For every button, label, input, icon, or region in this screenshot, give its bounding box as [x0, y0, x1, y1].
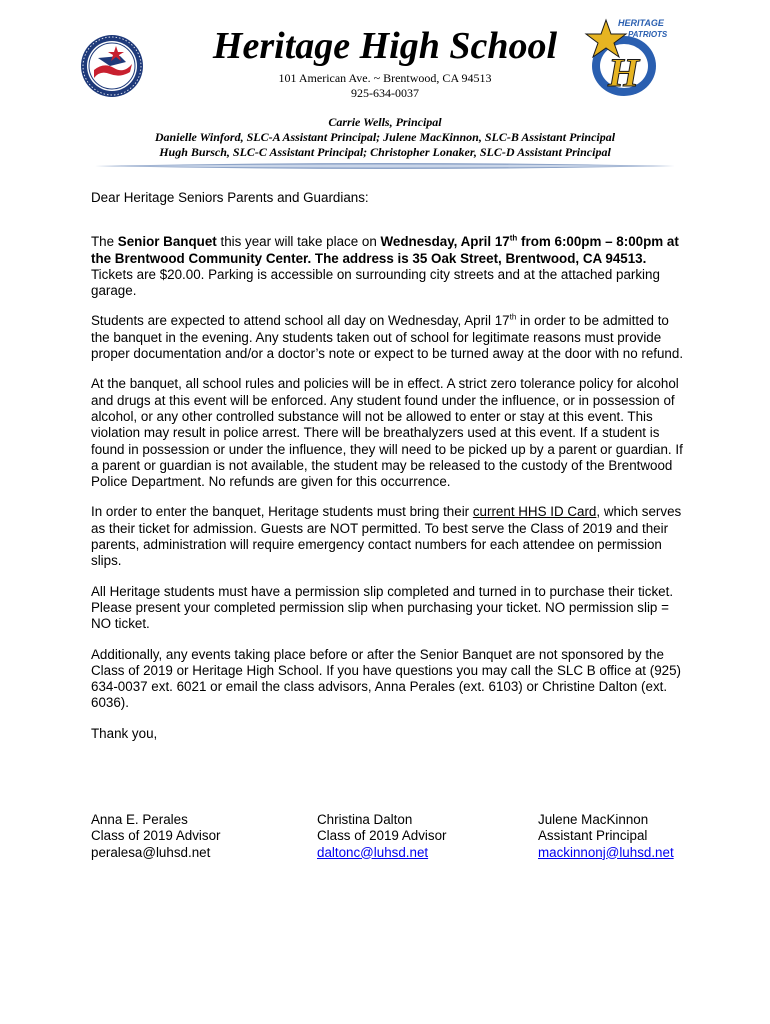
- principal-line: Carrie Wells, Principal: [328, 115, 442, 129]
- staff-line-2: Hugh Bursch, SLC-C Assistant Principal; Christopher Lonaker, SLC-D Assistant Principal: [159, 145, 611, 159]
- signer-title: Class of 2019 Advisor: [91, 828, 221, 844]
- letter-closing: Thank you,: [91, 725, 158, 741]
- signer-email: peralesa@luhsd.net: [91, 844, 211, 860]
- paragraph-admission: In order to enter the banquet, Heritage students must bring their current HHS ID Card, which serves as their ticket for admission. Guests are NOT permitted. To best serve the Class of 2019 and their parents, administration will require emergency contact numbers for each attendee on permission slips.: [91, 504, 682, 569]
- paragraph-permission-slip: All Heritage students must have a permission slip completed and turned in to purchase their ticket. Please present your completed permission slip when purchasing your ticket. NO permission slip = NO ticket.: [91, 583, 674, 632]
- paragraph-banquet-details: The Senior Banquet this year will take place on Wednesday, April 17th from 6:00pm – 8:00pm at the Brentwood Community Center. The address is 35 Oak Street, Brentwood, CA 94513. Tickets are $20.00. Parking is accessible on surrounding city streets and at the attached parking garage.: [91, 233, 679, 299]
- letter-body: [91, 190, 687, 756]
- school-name: Heritage High School: [212, 25, 558, 67]
- signer-name: Anna E. Perales: [91, 812, 188, 827]
- signer-title: Assistant Principal: [538, 828, 648, 844]
- signature-perales: [91, 812, 221, 861]
- letterhead-divider: [95, 160, 675, 172]
- logo-monogram: H: [608, 50, 640, 95]
- signature-mackinnon: [538, 812, 674, 861]
- letter-greeting: Dear Heritage Seniors Parents and Guardians:: [91, 190, 369, 205]
- logo-text-top: HERITAGE: [618, 18, 664, 28]
- logo-text-bottom: PATRIOTS: [628, 30, 668, 39]
- paragraph-attendance: Students are expected to attend school all day on Wednesday, April 17th in order to be admitted to the banquet in the evening. Any students taken out of school for legitimate reasons must provide proper documentation and/or a doctor’s note or expect to be turned away at the door with no refund.: [91, 313, 684, 362]
- signature-dalton: [317, 812, 447, 861]
- paragraph-contact: Additionally, any events taking place before or after the Senior Banquet are not sponsored by the Class of 2019 or Heritage High School. If you have questions you may call the SLC B office at (925) 634-0037 ext. 6021 or email the class advisors, Anna Perales (ext. 6103) or Christine Dalton (ext. 6036).: [91, 646, 682, 711]
- email-link-mackinnon[interactable]: mackinnonj@luhsd.net: [538, 844, 674, 860]
- letterhead: [0, 0, 770, 180]
- paragraph-policy: At the banquet, all school rules and policies will be in effect. A strict zero tolerance policy for alcohol and drugs at this event will be enforced. Any student found under the influence, or in possession of alcohol, or any other controlled substance will not be allowed to enter or stay at this event. This violation may result in police arrest. There will be breathalyzers used at this event. If a student is found in possession or under the influence, they will need to be picked up by a parent or guardian. If a parent or guardian is not available, the student may be released to the custody of the Brentwood Police Department. No refunds are given for this occurrence.: [91, 376, 683, 490]
- signer-title: Class of 2019 Advisor: [317, 828, 447, 844]
- signer-name: Christina Dalton: [317, 812, 413, 827]
- school-phone: 925-634-0037: [351, 86, 419, 100]
- signer-name: Julene MacKinnon: [538, 812, 649, 827]
- email-link-dalton[interactable]: daltonc@luhsd.net: [317, 844, 429, 860]
- staff-line-1: Danielle Winford, SLC-A Assistant Principal; Julene MacKinnon, SLC-B Assistant Principal: [154, 130, 616, 144]
- school-address: 101 American Ave. ~ Brentwood, CA 94513: [278, 71, 492, 85]
